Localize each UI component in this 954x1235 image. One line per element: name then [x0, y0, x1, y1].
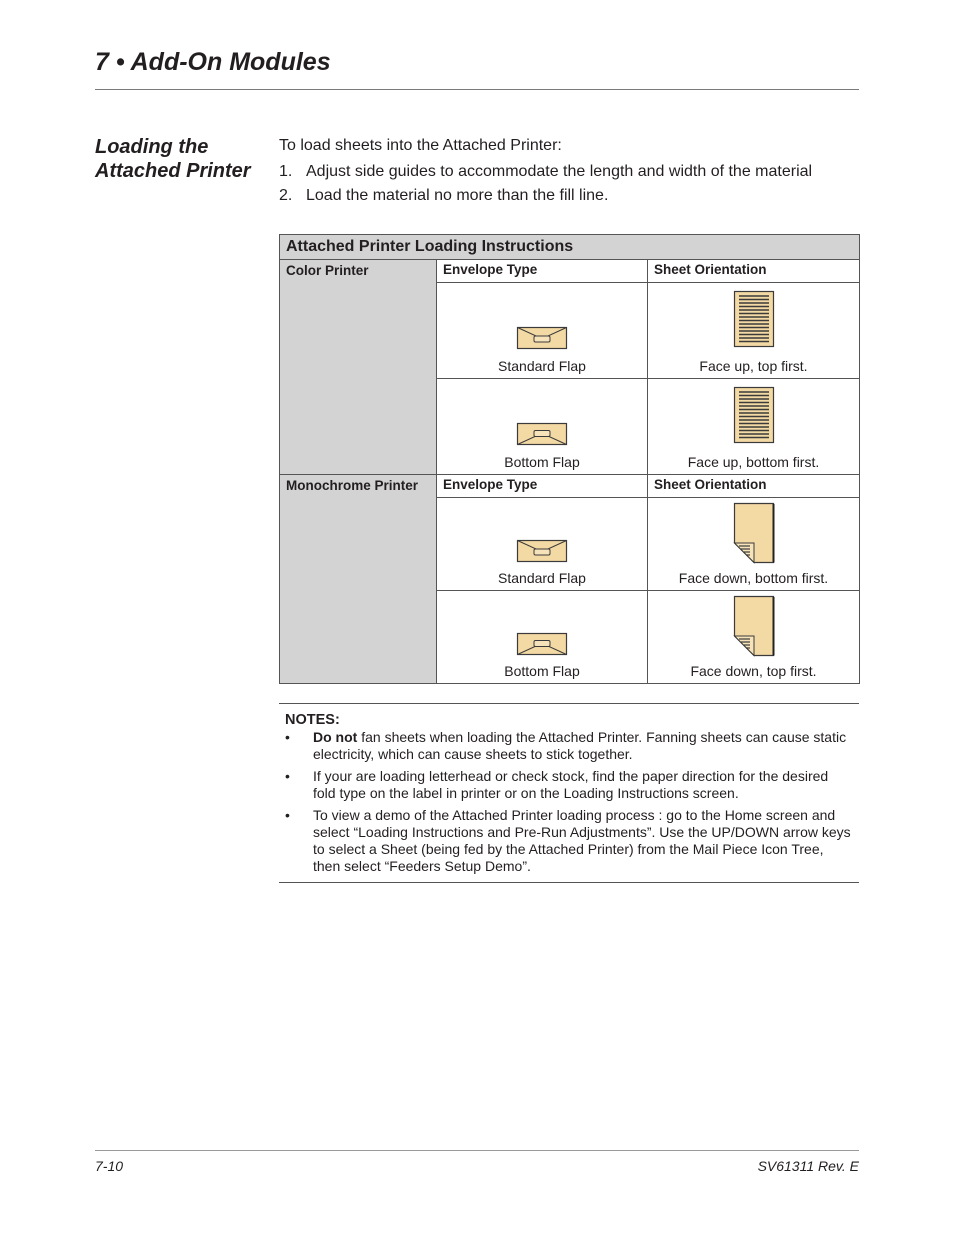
title-rule [95, 89, 859, 90]
sheet-cell [648, 591, 860, 684]
page-number: 7-10 [95, 1158, 124, 1174]
sheet-cell [648, 498, 860, 591]
sheet-caption: Face down, bottom first. [678, 570, 829, 586]
envelope-cell [437, 283, 648, 379]
sheet-orientation-header: Sheet Orientation [648, 475, 860, 498]
list-item [279, 729, 853, 763]
envelope-cell [437, 379, 648, 475]
envelope-caption: Bottom Flap [504, 663, 580, 679]
section-heading-line2: Attached Printer [95, 160, 251, 182]
table-row [280, 475, 860, 498]
footer-rule [95, 1150, 859, 1151]
sheet-orientation-header: Sheet Orientation [648, 260, 860, 283]
section-heading [95, 135, 270, 183]
printer-name-monochrome: Monochrome Printer [280, 475, 437, 684]
intro-text: To load sheets into the Attached Printer: [279, 137, 562, 154]
note-text: To view a demo of the Attached Printer loading process : go to the Home screen and select “Loading Instructions and Pre-Run Adjustments”. Use the UP/DOWN arrow keys to select a Sheet (being fed by the Attached Printer) from the Mail Piece Icon Tree, then select “Feeders Setup Demo”. [313, 807, 851, 874]
list-item [279, 186, 812, 210]
envelope-caption: Standard Flap [498, 570, 586, 586]
chapter-title: 7 • Add-On Modules [95, 48, 331, 76]
table-row [280, 260, 860, 283]
sheet-caption: Face up, bottom first. [687, 454, 820, 470]
envelope-cell [437, 498, 648, 591]
step-text: Load the material no more than the fill line. [306, 187, 609, 204]
document-revision: SV61311 Rev. E [757, 1158, 859, 1174]
envelope-type-header: Envelope Type [437, 260, 648, 283]
list-item [279, 768, 853, 802]
sheet-caption: Face up, top first. [699, 358, 808, 374]
list-item [279, 807, 853, 875]
note-emphasis: Do not [313, 729, 358, 745]
envelope-type-header: Envelope Type [437, 475, 648, 498]
bullet: • [285, 807, 290, 823]
step-number: 2. [279, 187, 293, 204]
table-title: Attached Printer Loading Instructions [280, 235, 860, 260]
notes-box [279, 703, 859, 883]
bullet: • [285, 729, 290, 745]
envelope-caption: Bottom Flap [504, 454, 580, 470]
loading-instructions-table [279, 234, 860, 684]
table-row [280, 235, 860, 260]
list-item [279, 162, 812, 186]
section-heading-line1: Loading the [95, 136, 209, 158]
envelope-caption: Standard Flap [498, 358, 586, 374]
notes-list [279, 729, 859, 880]
note-text: fan sheets when loading the Attached Printer. Fanning sheets can cause static electricity, which can cause sheets to stick together. [313, 729, 847, 762]
sheet-cell [648, 283, 860, 379]
sheet-cell [648, 379, 860, 475]
bullet: • [285, 768, 290, 784]
note-text: If your are loading letterhead or check stock, find the paper direction for the desired fold type on the label in printer or on the Loading Instructions screen. [313, 768, 829, 801]
notes-title: NOTES: [285, 712, 340, 728]
step-number: 1. [279, 163, 293, 180]
envelope-cell [437, 591, 648, 684]
sheet-caption: Face down, top first. [690, 663, 817, 679]
printer-name-color: Color Printer [280, 260, 437, 475]
step-text: Adjust side guides to accommodate the length and width of the material [306, 163, 813, 180]
steps-list [279, 162, 812, 210]
